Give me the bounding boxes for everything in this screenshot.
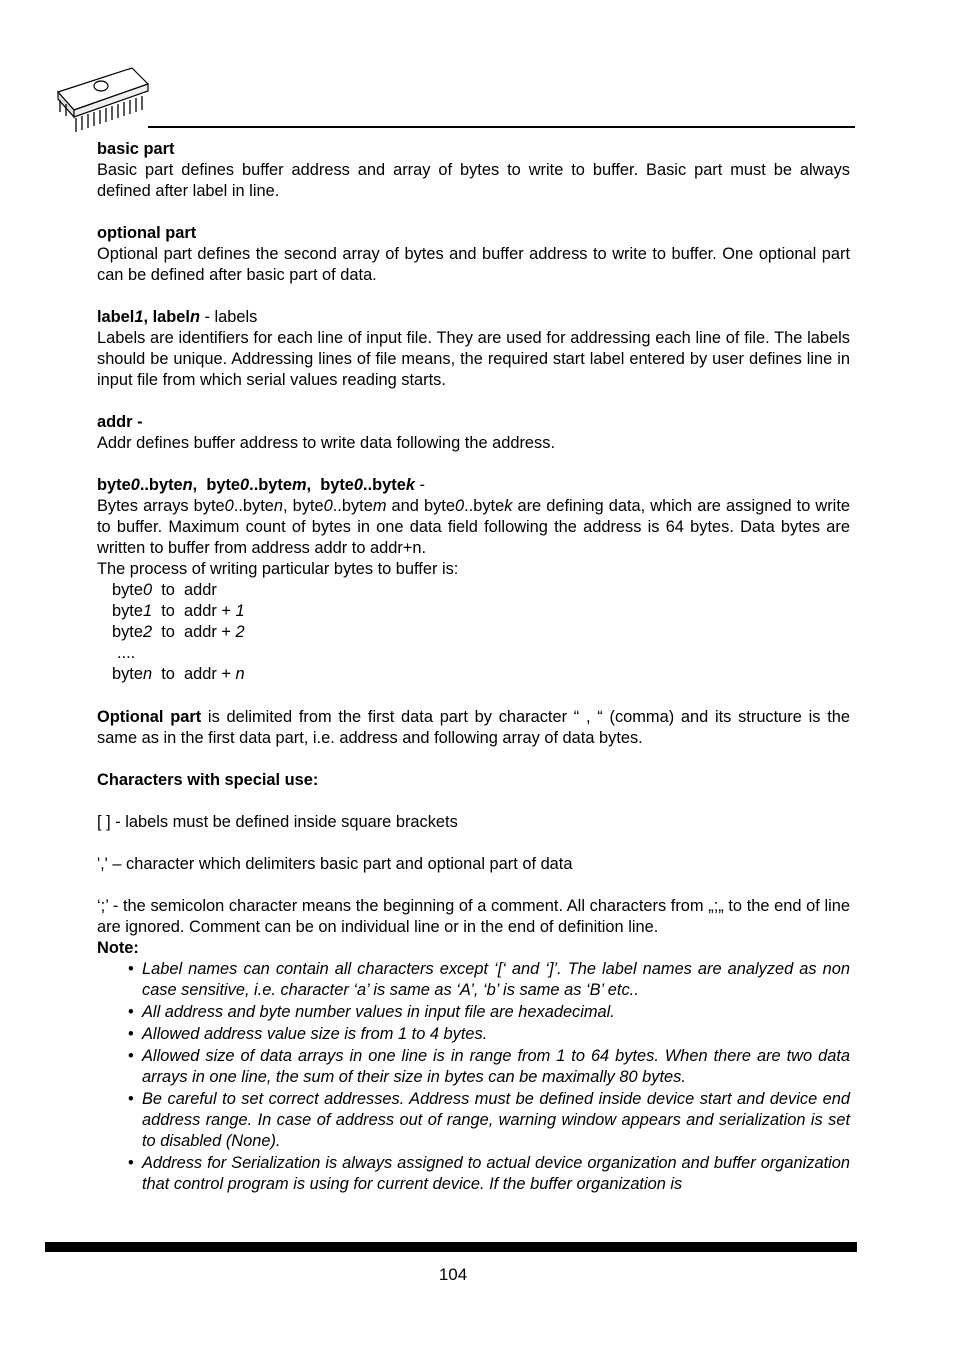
list-item: • Address for Serialization is always assigned to actual device organization and buffer organization that control program is using for current device. If the buffer organization is	[142, 1153, 850, 1195]
optional-part-text: Optional part defines the second array of bytes and buffer address to write to buffer. One optional part can be defined after basic part of data.	[97, 245, 850, 284]
process-row-ellipsis: ....	[117, 644, 136, 662]
basic-part-text: Basic part defines buffer address and array of bytes to write to buffer. Basic part must be always defined after label in line.	[97, 161, 850, 200]
list-item: • Label names can contain all characters except ‘[‘ and ‘]’. The label names are analyzed as non case sensitive, i.e. character ‘a’ is same as ‘A’, ‘b’ is same as ‘B’ etc..	[142, 959, 850, 1001]
header-rule	[148, 126, 855, 128]
page-number: 104	[438, 1265, 468, 1284]
brackets-text: [ ] - labels must be defined inside square brackets	[97, 813, 458, 831]
bytes-text: Bytes arrays byte0..byten, byte0..bytem and byte0..bytek are defining data, which are assigned to write to buffer. Maximum count of bytes in one data field following the address is 64 bytes. Data bytes are written to buffer from address addr to addr+n.	[97, 497, 850, 557]
note-list	[97, 959, 850, 1195]
semicolon-text: ‘;’ - the semicolon character means the beginning of a comment. All characters from „;„ to the end of line are ignored. Comment can be on individual line or in the end of definition line.	[97, 897, 850, 936]
addr-heading: addr -	[97, 413, 143, 431]
basic-part-heading: basic part	[97, 140, 175, 158]
process-row: byte0 to addr	[112, 581, 217, 599]
bytes-heading: byte0..byten, byte0..bytem, byte0..bytek -	[97, 476, 425, 494]
process-intro: The process of writing particular bytes to buffer is:	[97, 560, 459, 578]
optional-part-heading: optional part	[97, 224, 197, 242]
note-heading: Note:	[97, 939, 139, 957]
list-item: • Allowed size of data arrays in one line is in range from 1 to 64 bytes. When there are two data arrays in one line, the sum of their size in bytes can be maximally 80 bytes.	[142, 1046, 850, 1088]
comma-text: ',' – character which delimiters basic part and optional part of data	[97, 855, 573, 873]
labels-text: Labels are identifiers for each line of input file. They are used for addressing each line of file. The labels should be unique. Addressing lines of file means, the required start label entered by user defines line in input file from which serial values reading starts.	[97, 329, 850, 389]
process-row: byte1 to addr + 1	[112, 602, 245, 620]
optional-delim-text: Optional part is delimited from the first data part by character “ , “ (comma) and its structure is the same as in the first data part, i.e. address and following array of data bytes.	[97, 708, 850, 747]
list-item: • Be careful to set correct addresses. Address must be defined inside device start and device end address range. In case of address out of range, warning window appears and serialization is set to disabled (None).	[142, 1089, 850, 1152]
list-item: • All address and byte number values in input file are hexadecimal.	[142, 1002, 850, 1023]
ic-chip-logo	[54, 62, 152, 138]
labels-heading: label1, labeln - labels	[97, 308, 258, 326]
page-content	[97, 139, 850, 1196]
footer-rule	[45, 1242, 857, 1252]
special-characters-heading: Characters with special use:	[97, 771, 319, 789]
process-row: byten to addr + n	[112, 665, 245, 683]
process-row: byte2 to addr + 2	[112, 623, 245, 641]
addr-text: Addr defines buffer address to write data following the address.	[97, 434, 555, 452]
list-item: • Allowed address value size is from 1 to 4 bytes.	[142, 1024, 850, 1045]
